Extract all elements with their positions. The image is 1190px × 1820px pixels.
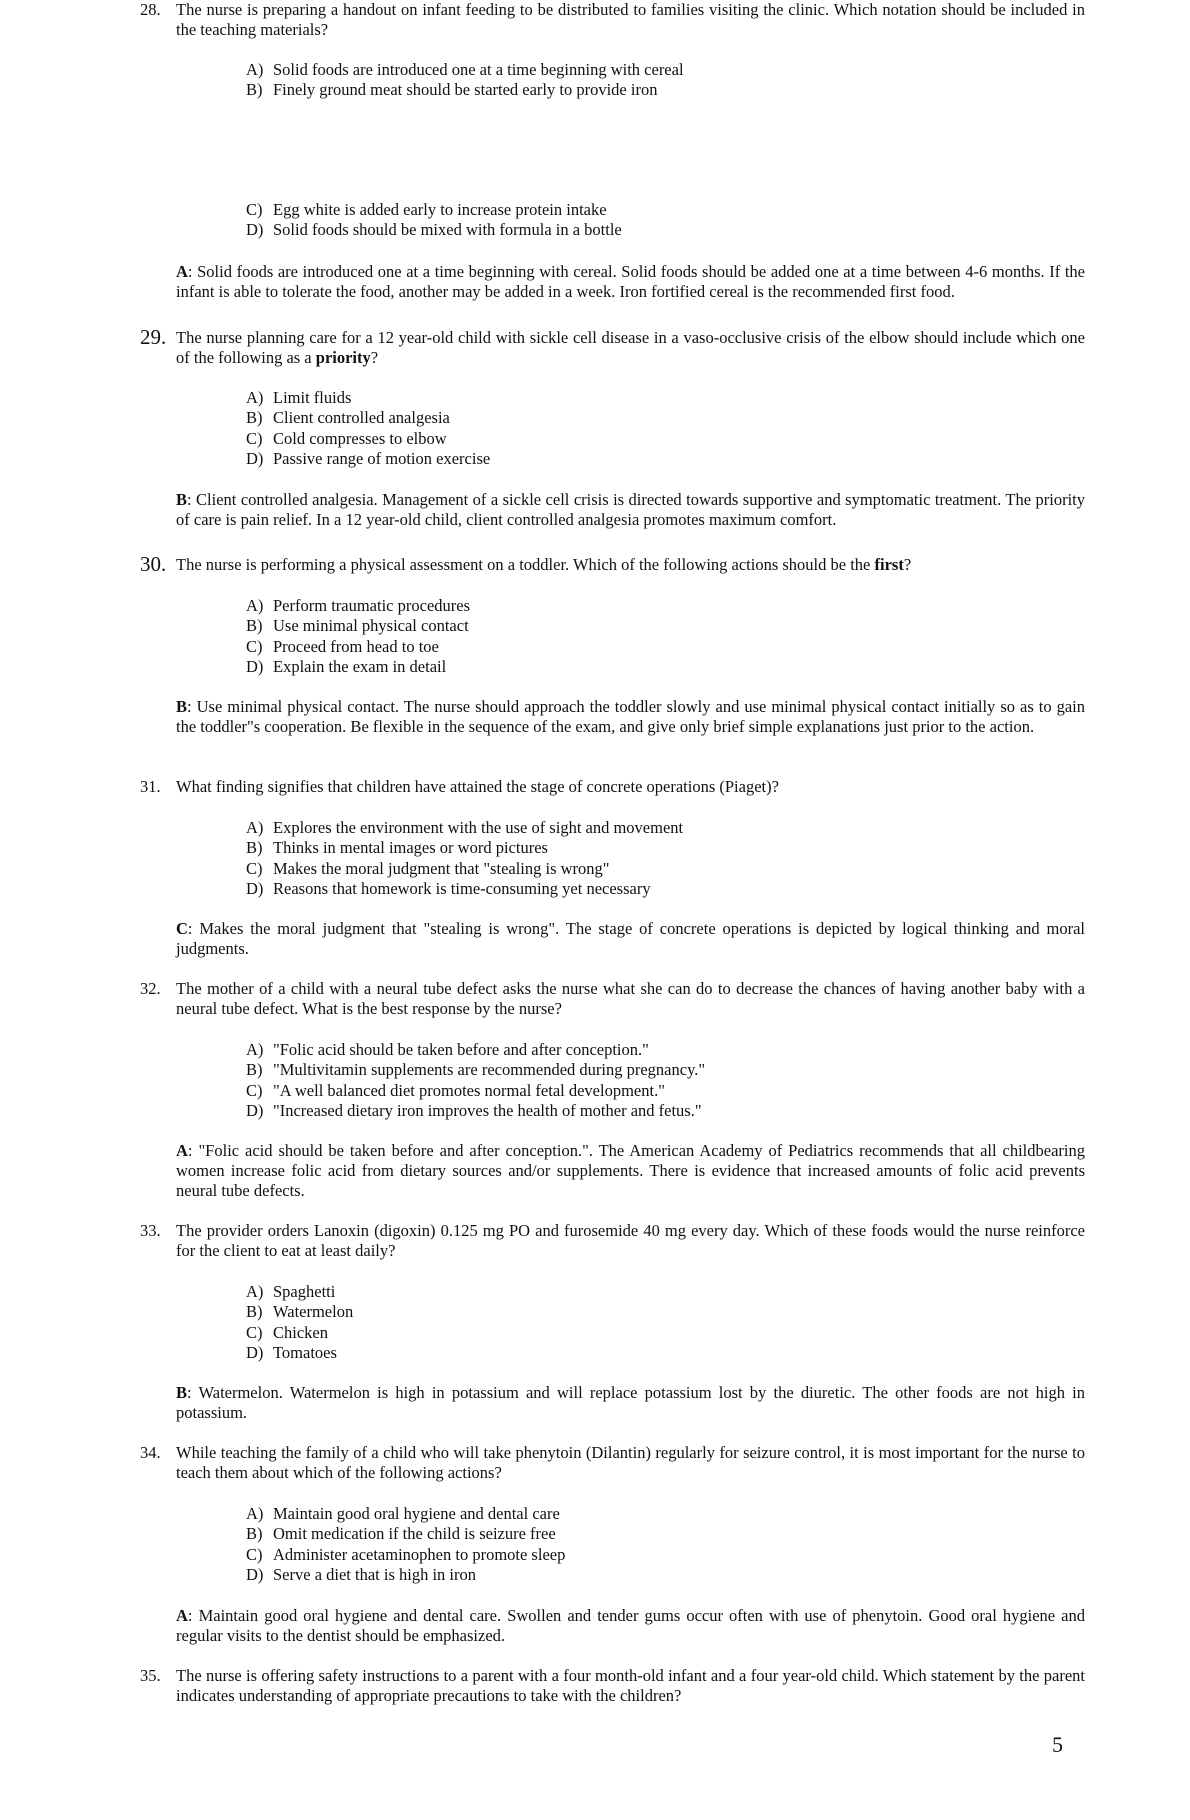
option-a: A) Perform traumatic procedures xyxy=(246,596,471,615)
question-number: 28. xyxy=(140,0,161,19)
option-b: B) Finely ground meat should be started early to provide iron xyxy=(246,80,658,100)
question-number: 35. xyxy=(140,1666,161,1685)
question-number: 30. xyxy=(140,552,167,576)
option-d: D) "Increased dietary iron improves the health of mother and fetus." xyxy=(246,1100,702,1120)
question-29 xyxy=(140,325,1085,368)
option-a: A) Explores the environment with the use of sight and movement xyxy=(246,818,684,837)
option-b: B) Client controlled analgesia xyxy=(246,408,450,428)
option-a: A) Maintain good oral hygiene and dental care xyxy=(246,1504,560,1523)
question-number: 34. xyxy=(140,1443,161,1462)
option-d: D) Passive range of motion exercise xyxy=(246,448,491,468)
option-c: C) Makes the moral judgment that "stealing is wrong" xyxy=(246,858,610,878)
question-number: 32. xyxy=(140,979,161,998)
option-b: B) "Multivitamin supplements are recommended during pregnancy." xyxy=(246,1060,706,1080)
question-stem: The nurse is performing a physical assessment on a toddler. Which of the following actions should be the first? xyxy=(176,555,912,574)
answer-explanation: B: Watermelon. Watermelon is high in potassium and will replace potassium lost by the diuretic. The other foods are not high in potassium. xyxy=(176,1383,1085,1422)
options-list xyxy=(246,1282,353,1363)
question-32 xyxy=(140,979,1085,1019)
option-b: B) Omit medication if the child is seizure free xyxy=(246,1524,556,1544)
option-b: B) Thinks in mental images or word pictures xyxy=(246,838,548,858)
options-list xyxy=(246,388,490,469)
question-34 xyxy=(140,1443,1085,1483)
option-a: A) "Folic acid should be taken before and after conception." xyxy=(246,1040,649,1059)
question-stem: While teaching the family of a child who will take phenytoin (Dilantin) regularly for seizure control, it is most important for the nurse to teach them about which of the following actions? xyxy=(176,1443,1085,1482)
option-b: B) Watermelon xyxy=(246,1302,354,1322)
options-list xyxy=(246,200,622,241)
option-c: C) Cold compresses to elbow xyxy=(246,428,447,448)
option-c: C) "A well balanced diet promotes normal fetal development." xyxy=(246,1080,665,1100)
option-c: C) Proceed from head to toe xyxy=(246,636,439,656)
option-b: B) Use minimal physical contact xyxy=(246,616,469,636)
option-d: D) Explain the exam in detail xyxy=(246,656,447,676)
options-list xyxy=(246,818,683,899)
question-35 xyxy=(140,1666,1085,1706)
question-stem: The mother of a child with a neural tube defect asks the nurse what she can do to decrease the chances of having another baby with a neural tube defect. What is the best response by the nurse? xyxy=(176,979,1085,1018)
option-a: A) Limit fluids xyxy=(246,388,352,407)
options-list xyxy=(246,60,684,101)
options-list xyxy=(246,1504,565,1585)
answer-explanation: B: Client controlled analgesia. Management of a sickle cell crisis is directed towards supportive and symptomatic treatment. The priority of care is pain relief. In a 12 year-old child, client controlled analgesia promotes maximum comfort. xyxy=(176,490,1085,529)
option-a: A) Solid foods are introduced one at a time beginning with cereal xyxy=(246,60,684,79)
option-d: D) Serve a diet that is high in iron xyxy=(246,1564,477,1584)
question-stem: The nurse is offering safety instructions to a parent with a four month-old infant and a four year-old child. Which statement by the parent indicates understanding of appropriate precautions to take with the children? xyxy=(176,1666,1085,1705)
option-c: C) Chicken xyxy=(246,1322,328,1342)
page-number: 5 xyxy=(1052,1732,1063,1757)
question-stem: The nurse is preparing a handout on infant feeding to be distributed to families visiting the clinic. Which notation should be included in the teaching materials? xyxy=(176,0,1085,39)
answer-explanation: C: Makes the moral judgment that "stealing is wrong". The stage of concrete operations is depicted by logical thinking and moral judgments. xyxy=(176,919,1085,958)
answer-explanation: A: Solid foods are introduced one at a time beginning with cereal. Solid foods should be added one at a time between 4-6 months. If the infant is able to tolerate the food, another may be added in a week. Iron fortified cereal is the recommended first food. xyxy=(176,262,1085,301)
option-d: D) Tomatoes xyxy=(246,1342,337,1362)
option-d: D) Solid foods should be mixed with formula in a bottle xyxy=(246,220,622,240)
option-d: D) Reasons that homework is time-consuming yet necessary xyxy=(246,878,651,898)
question-stem: What finding signifies that children have attained the stage of concrete operations (Piaget)? xyxy=(176,777,779,796)
option-c: C) Administer acetaminophen to promote sleep xyxy=(246,1544,566,1564)
question-33 xyxy=(140,1221,1085,1261)
options-list xyxy=(246,596,470,677)
answer-explanation: A: Maintain good oral hygiene and dental care. Swollen and tender gums occur often with use of phenytoin. Good oral hygiene and regular visits to the dentist should be emphasized. xyxy=(176,1606,1085,1645)
question-stem: The provider orders Lanoxin (digoxin) 0.125 mg PO and furosemide 40 mg every day. Which of these foods would the nurse reinforce for the client to eat at least daily? xyxy=(176,1221,1085,1260)
question-28 xyxy=(140,0,1085,40)
question-number: 31. xyxy=(140,777,161,796)
question-number: 33. xyxy=(140,1221,161,1240)
answer-explanation: B: Use minimal physical contact. The nurse should approach the toddler slowly and use minimal physical contact initially so as to gain the toddler"s cooperation. Be flexible in the sequence of the exam, and give only brief simple explanations just prior to the action. xyxy=(176,697,1085,736)
question-31 xyxy=(140,777,1085,797)
options-list xyxy=(246,1040,705,1121)
question-stem: The nurse planning care for a 12 year-old child with sickle cell disease in a vaso-occlusive crisis of the elbow should include which one of the following as a priority? xyxy=(176,328,1085,367)
question-30 xyxy=(140,552,1085,576)
answer-explanation: A: "Folic acid should be taken before and after conception.". The American Academy of Pediatrics recommends that all childbearing women increase folic acid from dietary sources and/or supplements. There is evidence that increased amounts of folic acid prevents neural tube defects. xyxy=(176,1141,1085,1200)
option-a: A) Spaghetti xyxy=(246,1282,336,1301)
option-c: C) Egg white is added early to increase protein intake xyxy=(246,200,607,219)
question-number: 29. xyxy=(140,325,167,349)
